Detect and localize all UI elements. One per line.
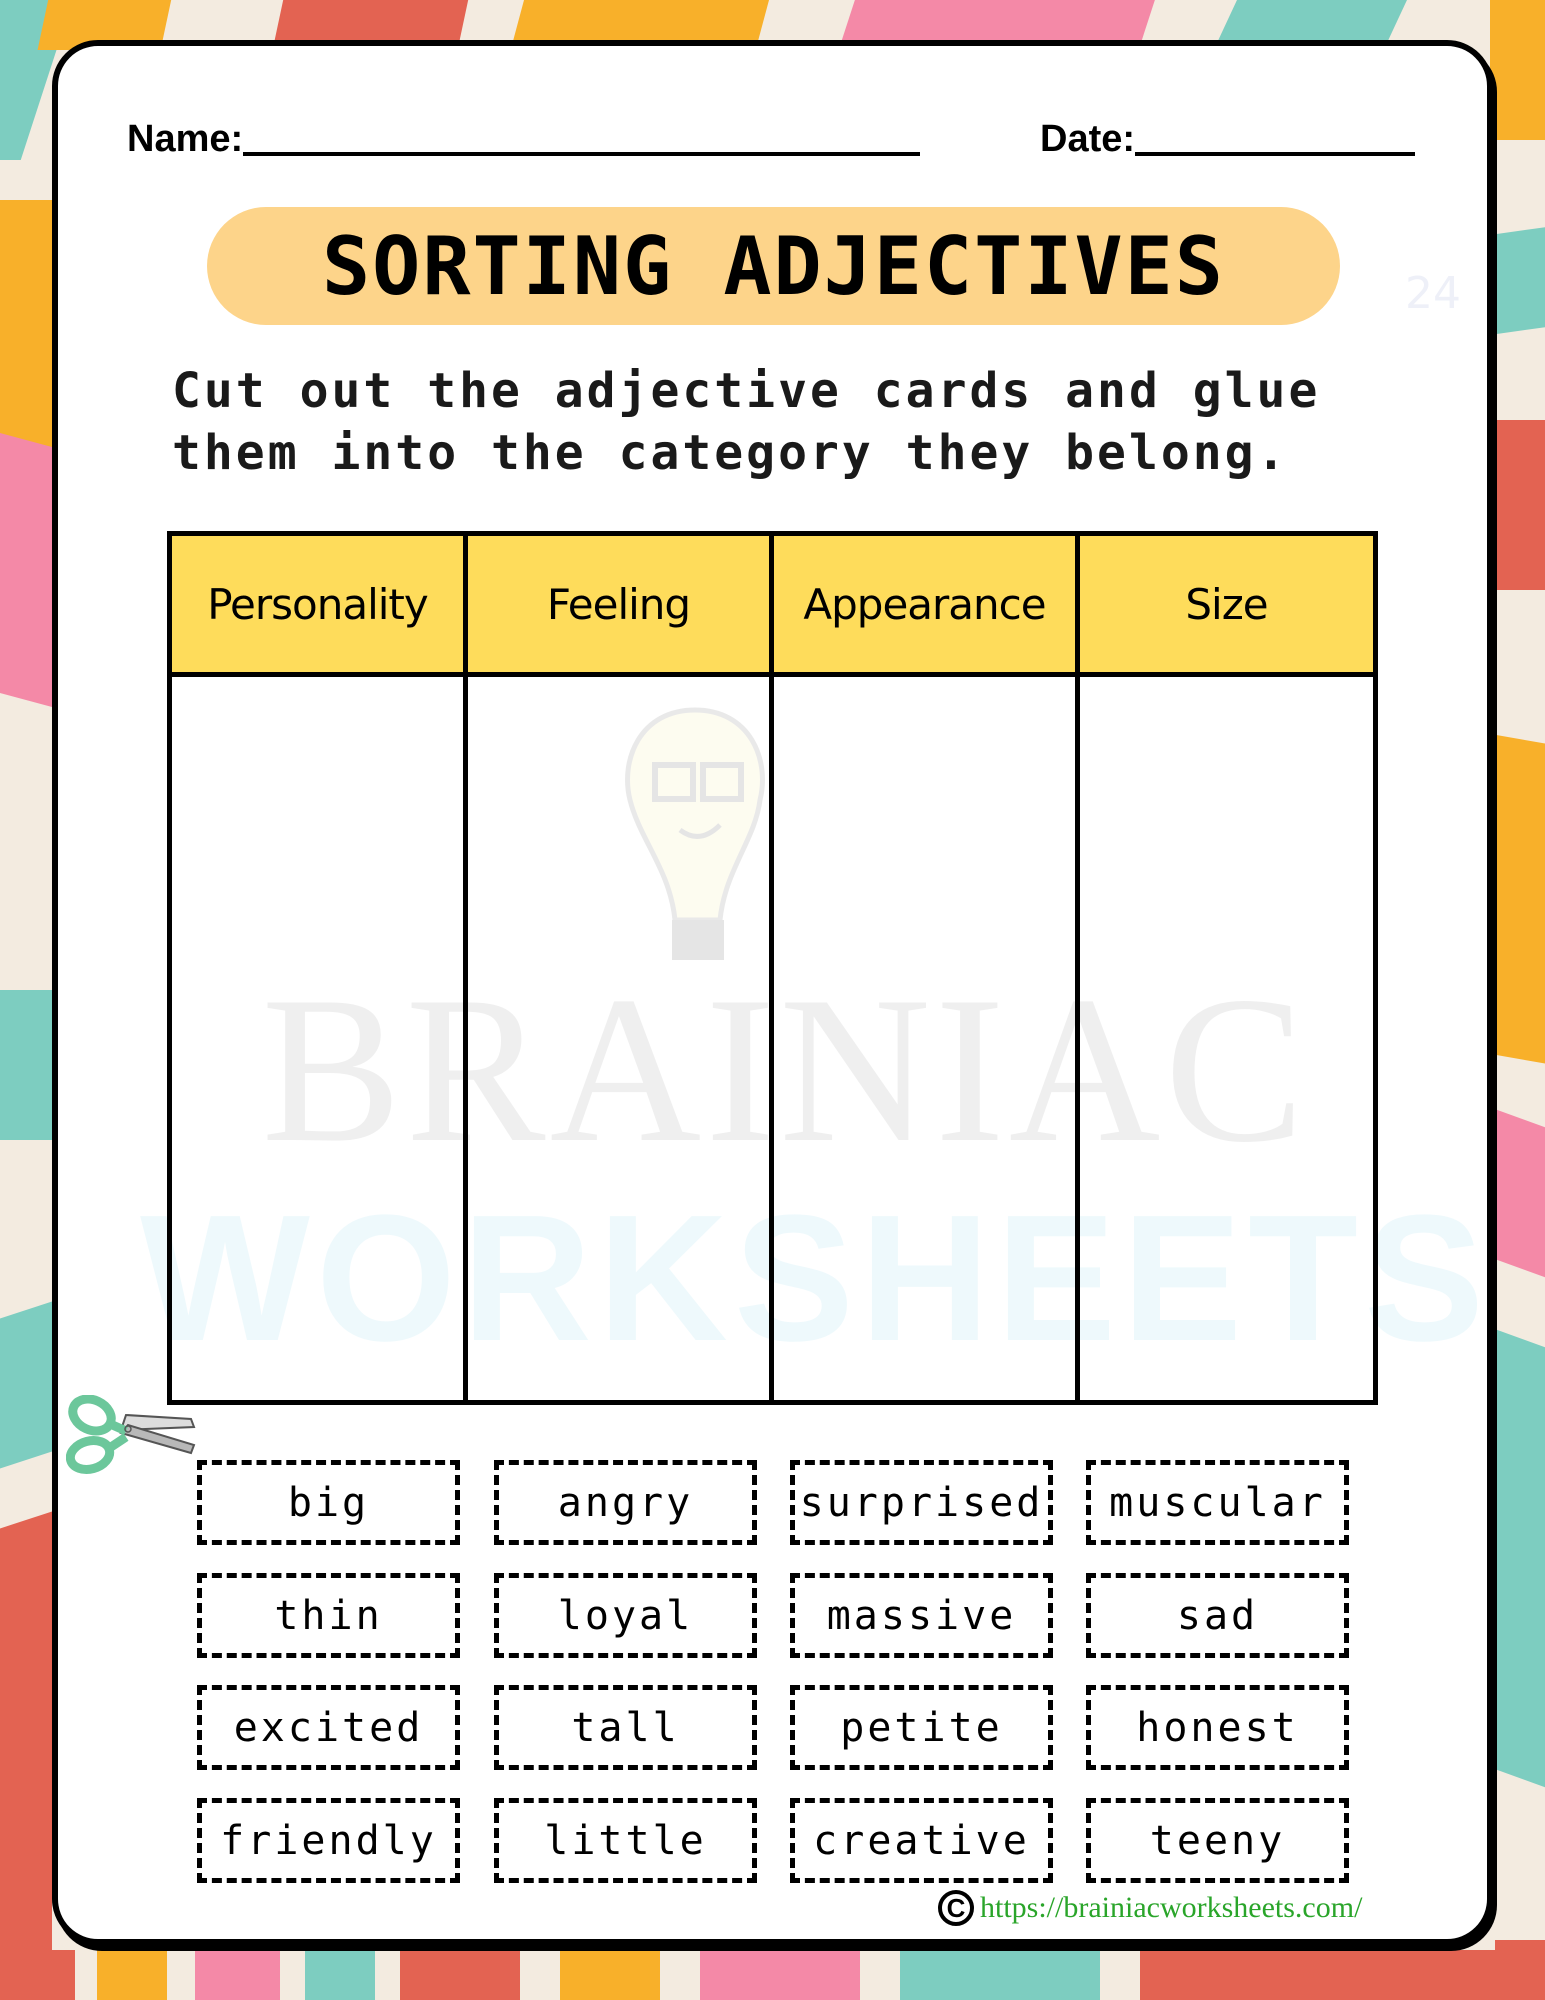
website-link[interactable]: https://brainiacworksheets.com/ <box>980 1891 1363 1924</box>
drop-zone-size[interactable] <box>1080 677 1373 1400</box>
stripe-pink <box>195 1950 280 2000</box>
stripe-orange <box>560 1950 660 2000</box>
instructions-line-1: Cut out the adjective cards and glue <box>172 363 1321 419</box>
watermark-brainiac: BRAINIAC <box>261 954 1309 1186</box>
adjective-card[interactable]: angry <box>494 1460 757 1545</box>
name-field[interactable] <box>243 152 920 156</box>
drop-zone-personality[interactable] <box>172 677 468 1400</box>
stripe-orange <box>0 200 52 460</box>
stripe-pink <box>0 433 52 707</box>
stripe-teal <box>305 1950 375 2000</box>
adjective-card[interactable]: thin <box>197 1573 460 1658</box>
stripe-red <box>1495 420 1545 590</box>
stripe-teal <box>0 990 52 1140</box>
stripe-red <box>0 1950 75 2000</box>
adjective-card[interactable]: petite <box>790 1685 1053 1770</box>
adjective-card[interactable]: big <box>197 1460 460 1545</box>
adjective-card[interactable]: friendly <box>197 1798 460 1883</box>
page-number: 24 <box>1405 268 1461 319</box>
copyright-icon: C <box>938 1890 974 1926</box>
adjective-card[interactable]: teeny <box>1086 1798 1349 1883</box>
adjective-card[interactable]: excited <box>197 1685 460 1770</box>
column-header-size: Size <box>1080 536 1373 677</box>
watermark-worksheets: WORKSHEETS <box>140 1178 1491 1379</box>
drop-zone-feeling[interactable] <box>468 677 774 1400</box>
stripe-red <box>400 1950 520 2000</box>
scissors-icon <box>66 1395 196 1477</box>
adjective-card[interactable]: loyal <box>494 1573 757 1658</box>
column-header-appearance: Appearance <box>774 536 1080 677</box>
date-label: Date: <box>1040 118 1136 160</box>
stripe-red <box>0 1512 52 2000</box>
page-title: SORTING ADJECTIVES <box>322 219 1225 313</box>
drop-zone-appearance[interactable] <box>774 677 1080 1400</box>
sorting-table <box>167 531 1378 1405</box>
column-header-personality: Personality <box>172 536 468 677</box>
name-label: Name: <box>127 118 244 160</box>
adjective-card[interactable]: muscular <box>1086 1460 1349 1545</box>
adjective-card[interactable]: sad <box>1086 1573 1349 1658</box>
copyright-footer <box>938 1890 1362 1926</box>
adjective-card[interactable]: creative <box>790 1798 1053 1883</box>
stripe-teal <box>900 1950 1100 2000</box>
stripe-teal <box>1495 1329 1545 1791</box>
date-field[interactable] <box>1135 152 1415 156</box>
stripe-orange <box>1495 735 1545 1066</box>
stripe-orange <box>97 1950 167 2000</box>
stripe-orange <box>1490 0 1545 140</box>
adjective-card[interactable]: tall <box>494 1685 757 1770</box>
adjective-card[interactable]: honest <box>1086 1685 1349 1770</box>
column-header-feeling: Feeling <box>468 536 774 677</box>
stripe-pink <box>1495 1109 1545 1281</box>
instructions <box>172 360 1372 484</box>
stripe-teal <box>1495 226 1545 334</box>
stripe-teal <box>0 1302 52 1469</box>
instructions-line-2: them into the category they belong. <box>172 425 1289 481</box>
adjective-card[interactable]: little <box>494 1798 757 1883</box>
stripe-red <box>1140 1950 1545 2000</box>
adjective-card[interactable]: massive <box>790 1573 1053 1658</box>
adjective-card[interactable]: surprised <box>790 1460 1053 1545</box>
stripe-pink <box>700 1950 860 2000</box>
